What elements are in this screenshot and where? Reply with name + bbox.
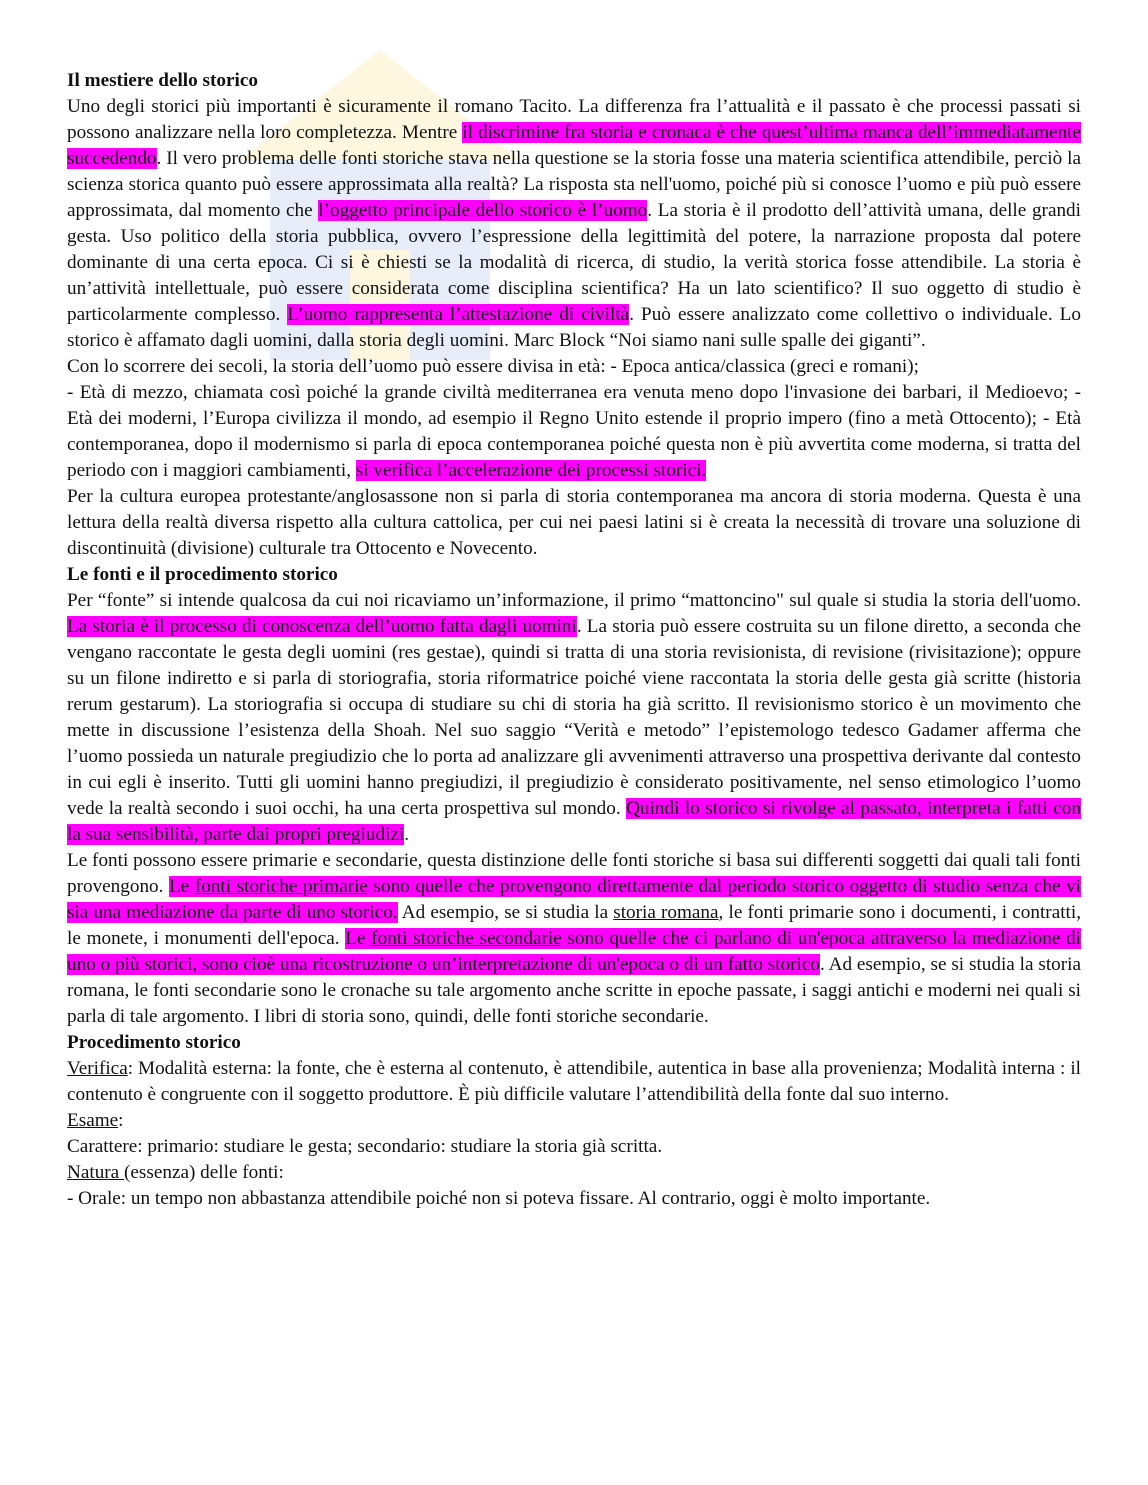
paragraph-esame	[67, 1108, 1081, 1134]
document-body	[67, 68, 1081, 1212]
paragraph-tacito	[67, 94, 1081, 354]
text-run: sono quelle che provengono direttamente dal periodo storico oggetto di studio senza che vi sia una mediazione da parte di uno storico.	[67, 876, 1081, 923]
underlined-storia-romana: storia romana	[613, 902, 719, 923]
underlined-fonti-primarie: fonti storiche primarie	[194, 876, 368, 897]
label-natura: Natura	[67, 1162, 125, 1183]
text-run: Ad esempio, se si studia la	[397, 902, 614, 923]
paragraph-eta-list	[67, 380, 1081, 484]
text-run: . Ad esempio, se si studia la storia romana, le fonti secondarie sono le cronache su tale argomento anche scritte in epoche passate, i saggi antichi e moderni nei quali si parla di tale argomento. I libri di storia sono, quindi, delle fonti storiche secondarie.	[67, 954, 1081, 1027]
paragraph-eta-intro: Con lo scorrere dei secoli, la storia dell’uomo può essere divisa in età: - Epoca antica/classica (greci e romani);	[67, 356, 919, 377]
highlight-civilta: L’uomo rappresenta l’attestazione di civiltà	[287, 304, 630, 325]
highlight-pregiudizi: Quindi lo storico si rivolge al passato, interpreta i fatti con la sua sensibilità, parte dai propri pregiudizi	[67, 798, 1081, 845]
text-run: . Può essere analizzato come collettivo o individuale. Lo storico è affamato dagli uomini, dalla storia degli uomini. Marc Block “Noi siamo nani sulle spalle dei giganti”.	[67, 304, 1081, 351]
text-run: . La storia è il prodotto dell’attività umana, delle grandi gesta. Uso politico della storia pubblica, ovvero l’espressione della legittimità del potere, la narrazione proposta dal potere dominante di una certa epoca. Ci si è chiesti se la modalità di ricerca, di studio, la verità storica fosse attendibile. La storia è un’attività intellettuale, può essere considerata come disciplina scientifica? Ha un lato scientifico? Il suo oggetto di studio è particolarmente complesso.	[67, 200, 1081, 325]
text-run: Le	[169, 876, 195, 897]
text-run: . Il vero problema delle fonti storiche stava nella questione se la storia fosse una materia scientifica attendibile, perciò la scienza storica quanto può essere approssimata alla realtà? La risposta sta nell'uomo, poiché più si conosce l’uomo e più può essere approssimata, dal momento che	[67, 148, 1081, 221]
text-run: sono quelle che ci parlano di un'epoca attraverso la mediazione di uno o più storici, sono cioè una ricostruzione o un’interpretazione di un'epoca o di un fatto storico	[67, 928, 1081, 975]
text-run: . La storia può essere costruita su un filone diretto, a seconda che vengano raccontate le gesta degli uomini (res gestae), quindi si tratta di una storia revisionista, di revisione (rivisitazione); oppure su un filone indiretto e si parla di storiografia, storia riformatrice poiché viene raccontata la storia delle gesta già scritte (historia rerum gestarum). La storiografia si occupa di studiare su chi di storia ha già scritto. Il revisionismo storico è un movimento che mette in discussione l’esistenza della Shoah. Nel suo saggio “Verità e metodo” l’epistemologo tedesco Gadamer afferma che l’uomo possieda un naturale pregiudizio che lo porta ad analizzare gli avvenimenti attraverso una prospettiva derivante dal contesto in cui egli è inserito. Tutti gli uomini hanno pregiudizi, il pregiudizio è considerato positivamente, nel senso etimologico l’uomo vede la realtà secondo i suoi occhi, ha una certa prospettiva sul mondo.	[67, 616, 1081, 819]
highlight-discrimine: il discrimine fra storia e cronaca è che quest’ultima manca dell’immediatamente succedendo	[67, 122, 1081, 169]
text-run: Uno degli storici più importanti è sicuramente il romano Tacito. La differenza fra l’attualità e il passato è che processi passati si possono analizzare nella loro completezza. Mentre	[67, 96, 1081, 143]
section-title-procedimento: Procedimento storico	[67, 1032, 241, 1053]
text-run: , le fonti primarie sono i documenti, i contratti, le monete, i monumenti dell'epoca.	[67, 902, 1081, 949]
label-verifica: Verifica	[67, 1058, 128, 1079]
paragraph-fonte-definizione	[67, 588, 1081, 848]
text-run: Le	[345, 928, 372, 949]
paragraph-verifica	[67, 1056, 1081, 1108]
text-run: Per “fonte” si intende qualcosa da cui noi ricaviamo un’informazione, il primo “mattoncino" sul quale si studia la storia dell'uomo.	[67, 590, 1081, 611]
underlined-fonti-secondarie: fonti storiche secondarie	[371, 928, 562, 949]
text-run: :	[118, 1110, 124, 1131]
section-title-fonti: Le fonti e il procedimento storico	[67, 564, 338, 585]
paragraph-carattere: Carattere: primario: studiare le gesta; secondario: studiare la storia già scritta.	[67, 1136, 663, 1157]
highlight-accelerazione: si verifica l’accelerazione dei processi storici.	[355, 460, 707, 481]
text-run: : Modalità esterna: la fonte, che è esterna al contenuto, è attendibile, autentica in base alla provenienza; Modalità interna : il contenuto è congruente con il soggetto produttore. È più difficile valutare l’attendibilità della fonte dal suo interno.	[67, 1058, 1081, 1105]
paragraph-orale: - Orale: un tempo non abbastanza attendibile poiché non si poteva fissare. Al contrario, oggi è molto importante.	[67, 1188, 931, 1209]
paragraph-cultura-europea: Per la cultura europea protestante/anglosassone non si parla di storia contemporanea ma ancora di storia moderna. Questa è una lettura della realtà diversa rispetto alla cultura cattolica, per cui nei paesi latini si è creata la necessità di trovare una soluzione di discontinuità (divisione) culturale tra Ottocento e Novecento.	[67, 486, 1081, 559]
paragraph-natura	[67, 1160, 1081, 1186]
label-esame: Esame	[67, 1110, 119, 1131]
text-run: (essenza) delle fonti:	[124, 1162, 284, 1183]
text-run: Le fonti possono essere primarie e secondarie, questa distinzione delle fonti storiche si basa sui differenti soggetti dai quali tali fonti provengono.	[67, 850, 1081, 897]
text-run: - Età di mezzo, chiamata così poiché la grande civiltà mediterranea era venuta meno dopo l'invasione dei barbari, il Medioevo; - Età dei moderni, l’Europa civilizza il mondo, ad esempio il Regno Unito estende il proprio impero (fino a metà Ottocento); - Età contemporanea, dopo il modernismo si parla di epoca contemporanea poiché questa non è più avvertita come moderna, si tratta del periodo con i maggiori cambiamenti,	[67, 382, 1081, 481]
paragraph-fonti-primarie-secondarie	[67, 848, 1081, 1030]
section-title-mestiere: Il mestiere dello storico	[67, 70, 258, 91]
highlight-oggetto-uomo: l’oggetto principale dello storico è l’uomo	[318, 200, 648, 221]
text-run: .	[404, 824, 410, 845]
highlight-processo-conoscenza: La storia è il processo di conoscenza dell’uomo fatta dagli uomini	[67, 616, 577, 637]
